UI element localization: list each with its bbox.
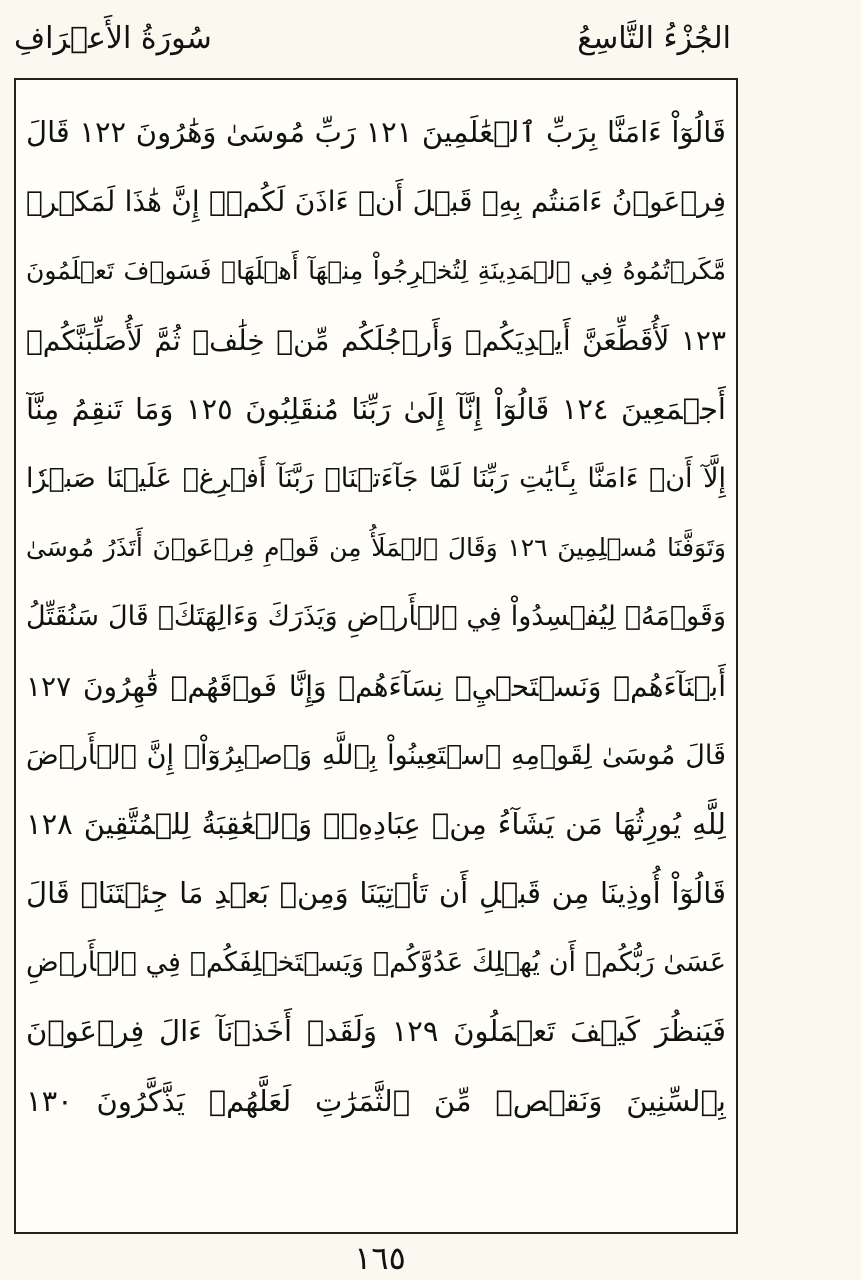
verse-line: لِلَّهِ يُورِثُهَا مَن يَشَآءُ مِنۡ عِبَادِهِۦۖ وَٱلۡعَٰقِبَةُ لِلۡمُتَّقِينَ ١٢٨ bbox=[26, 806, 726, 841]
verse-line: قَالَ مُوسَىٰ لِقَوۡمِهِ ٱسۡتَعِينُواْ بِٱللَّهِ وَٱصۡبِرُوٓاْۖ إِنَّ ٱلۡأَرۡضَ bbox=[26, 739, 726, 771]
verse-line: قَالُوٓاْ ءَامَنَّا بِرَبِّ ٱلۡعَٰلَمِينَ ١٢١ رَبِّ مُوسَىٰ وَهَٰرُونَ ١٢٢ قَالَ bbox=[26, 115, 726, 149]
verse-line: وَتَوَفَّنَا مُسۡلِمِينَ ١٢٦ وَقَالَ ٱلۡمَلَأُ مِن قَوۡمِ فِرۡعَوۡنَ أَتَذَرُ مُوسَىٰ bbox=[26, 533, 726, 563]
page-number: ١٦٥ bbox=[354, 1239, 406, 1277]
verse-line: فَيَنظُرَ كَيۡفَ تَعۡمَلُونَ ١٢٩ وَلَقَدۡ أَخَذۡنَآ ءَالَ فِرۡعَوۡنَ bbox=[26, 1014, 726, 1049]
verse-line: ١٢٣ لَأُقَطِّعَنَّ أَيۡدِيَكُمۡ وَأَرۡجُلَكُم مِّنۡ خِلَٰفٖ ثُمَّ لَأُصَلِّبَنَّكُمۡ bbox=[26, 323, 726, 357]
verse-line: وَقَوۡمَهُۥ لِيُفۡسِدُواْ فِي ٱلۡأَرۡضِ وَيَذَرَكَ وَءَالِهَتَكَۚ قَالَ سَنُقَتِّلُ bbox=[26, 601, 726, 633]
verse-line: إِلَّآ أَنۡ ءَامَنَّا بِـَٔايَٰتِ رَبِّنَا لَمَّا جَآءَتۡنَاۚ رَبَّنَآ أَفۡرِغۡ عَلَيۡنَا صَبۡرٗا bbox=[26, 462, 726, 494]
verse-line: أَجۡمَعِينَ ١٢٤ قَالُوٓاْ إِنَّآ إِلَىٰ رَبِّنَا مُنقَلِبُونَ ١٢٥ وَمَا تَنقِمُ مِنَّآ bbox=[26, 391, 726, 426]
surah-title: سُورَةُ الأَعۡرَافِ bbox=[14, 21, 212, 56]
verse-line: قَالُوٓاْ أُوذِينَا مِن قَبۡلِ أَن تَأۡتِيَنَا وَمِنۢ بَعۡدِ مَا جِئۡتَنَاۚ قَالَ bbox=[26, 876, 726, 911]
verse-line: أَبۡنَآءَهُمۡ وَنَسۡتَحۡيِۦ نِسَآءَهُمۡ وَإِنَّا فَوۡقَهُمۡ قَٰهِرُونَ ١٢٧ bbox=[26, 669, 726, 703]
page-header bbox=[14, 14, 731, 64]
text-frame bbox=[14, 78, 738, 1234]
verses-block bbox=[26, 98, 726, 1136]
verse-line: عَسَىٰ رَبُّكُمۡ أَن يُهۡلِكَ عَدُوَّكُمۡ وَيَسۡتَخۡلِفَكُمۡ فِي ٱلۡأَرۡضِ bbox=[26, 947, 726, 979]
verse-line: مَّكَرۡتُمُوهُ فِي ٱلۡمَدِينَةِ لِتُخۡرِجُواْ مِنۡهَآ أَهۡلَهَاۖ فَسَوۡفَ تَعۡلَمُونَ bbox=[26, 256, 726, 286]
juz-title: الجُزْءُ التَّاسِعُ bbox=[577, 21, 731, 56]
verse-line: فِرۡعَوۡنُ ءَامَنتُم بِهِۦ قَبۡلَ أَنۡ ءَاذَنَ لَكُمۡۖ إِنَّ هَٰذَا لَمَكۡرٞ bbox=[26, 185, 726, 219]
verse-line: بِٱلسِّنِينَ وَنَقۡصٖ مِّنَ ٱلثَّمَرَٰتِ لَعَلَّهُمۡ يَذَّكَّرُونَ ١٣٠ bbox=[26, 1083, 726, 1118]
